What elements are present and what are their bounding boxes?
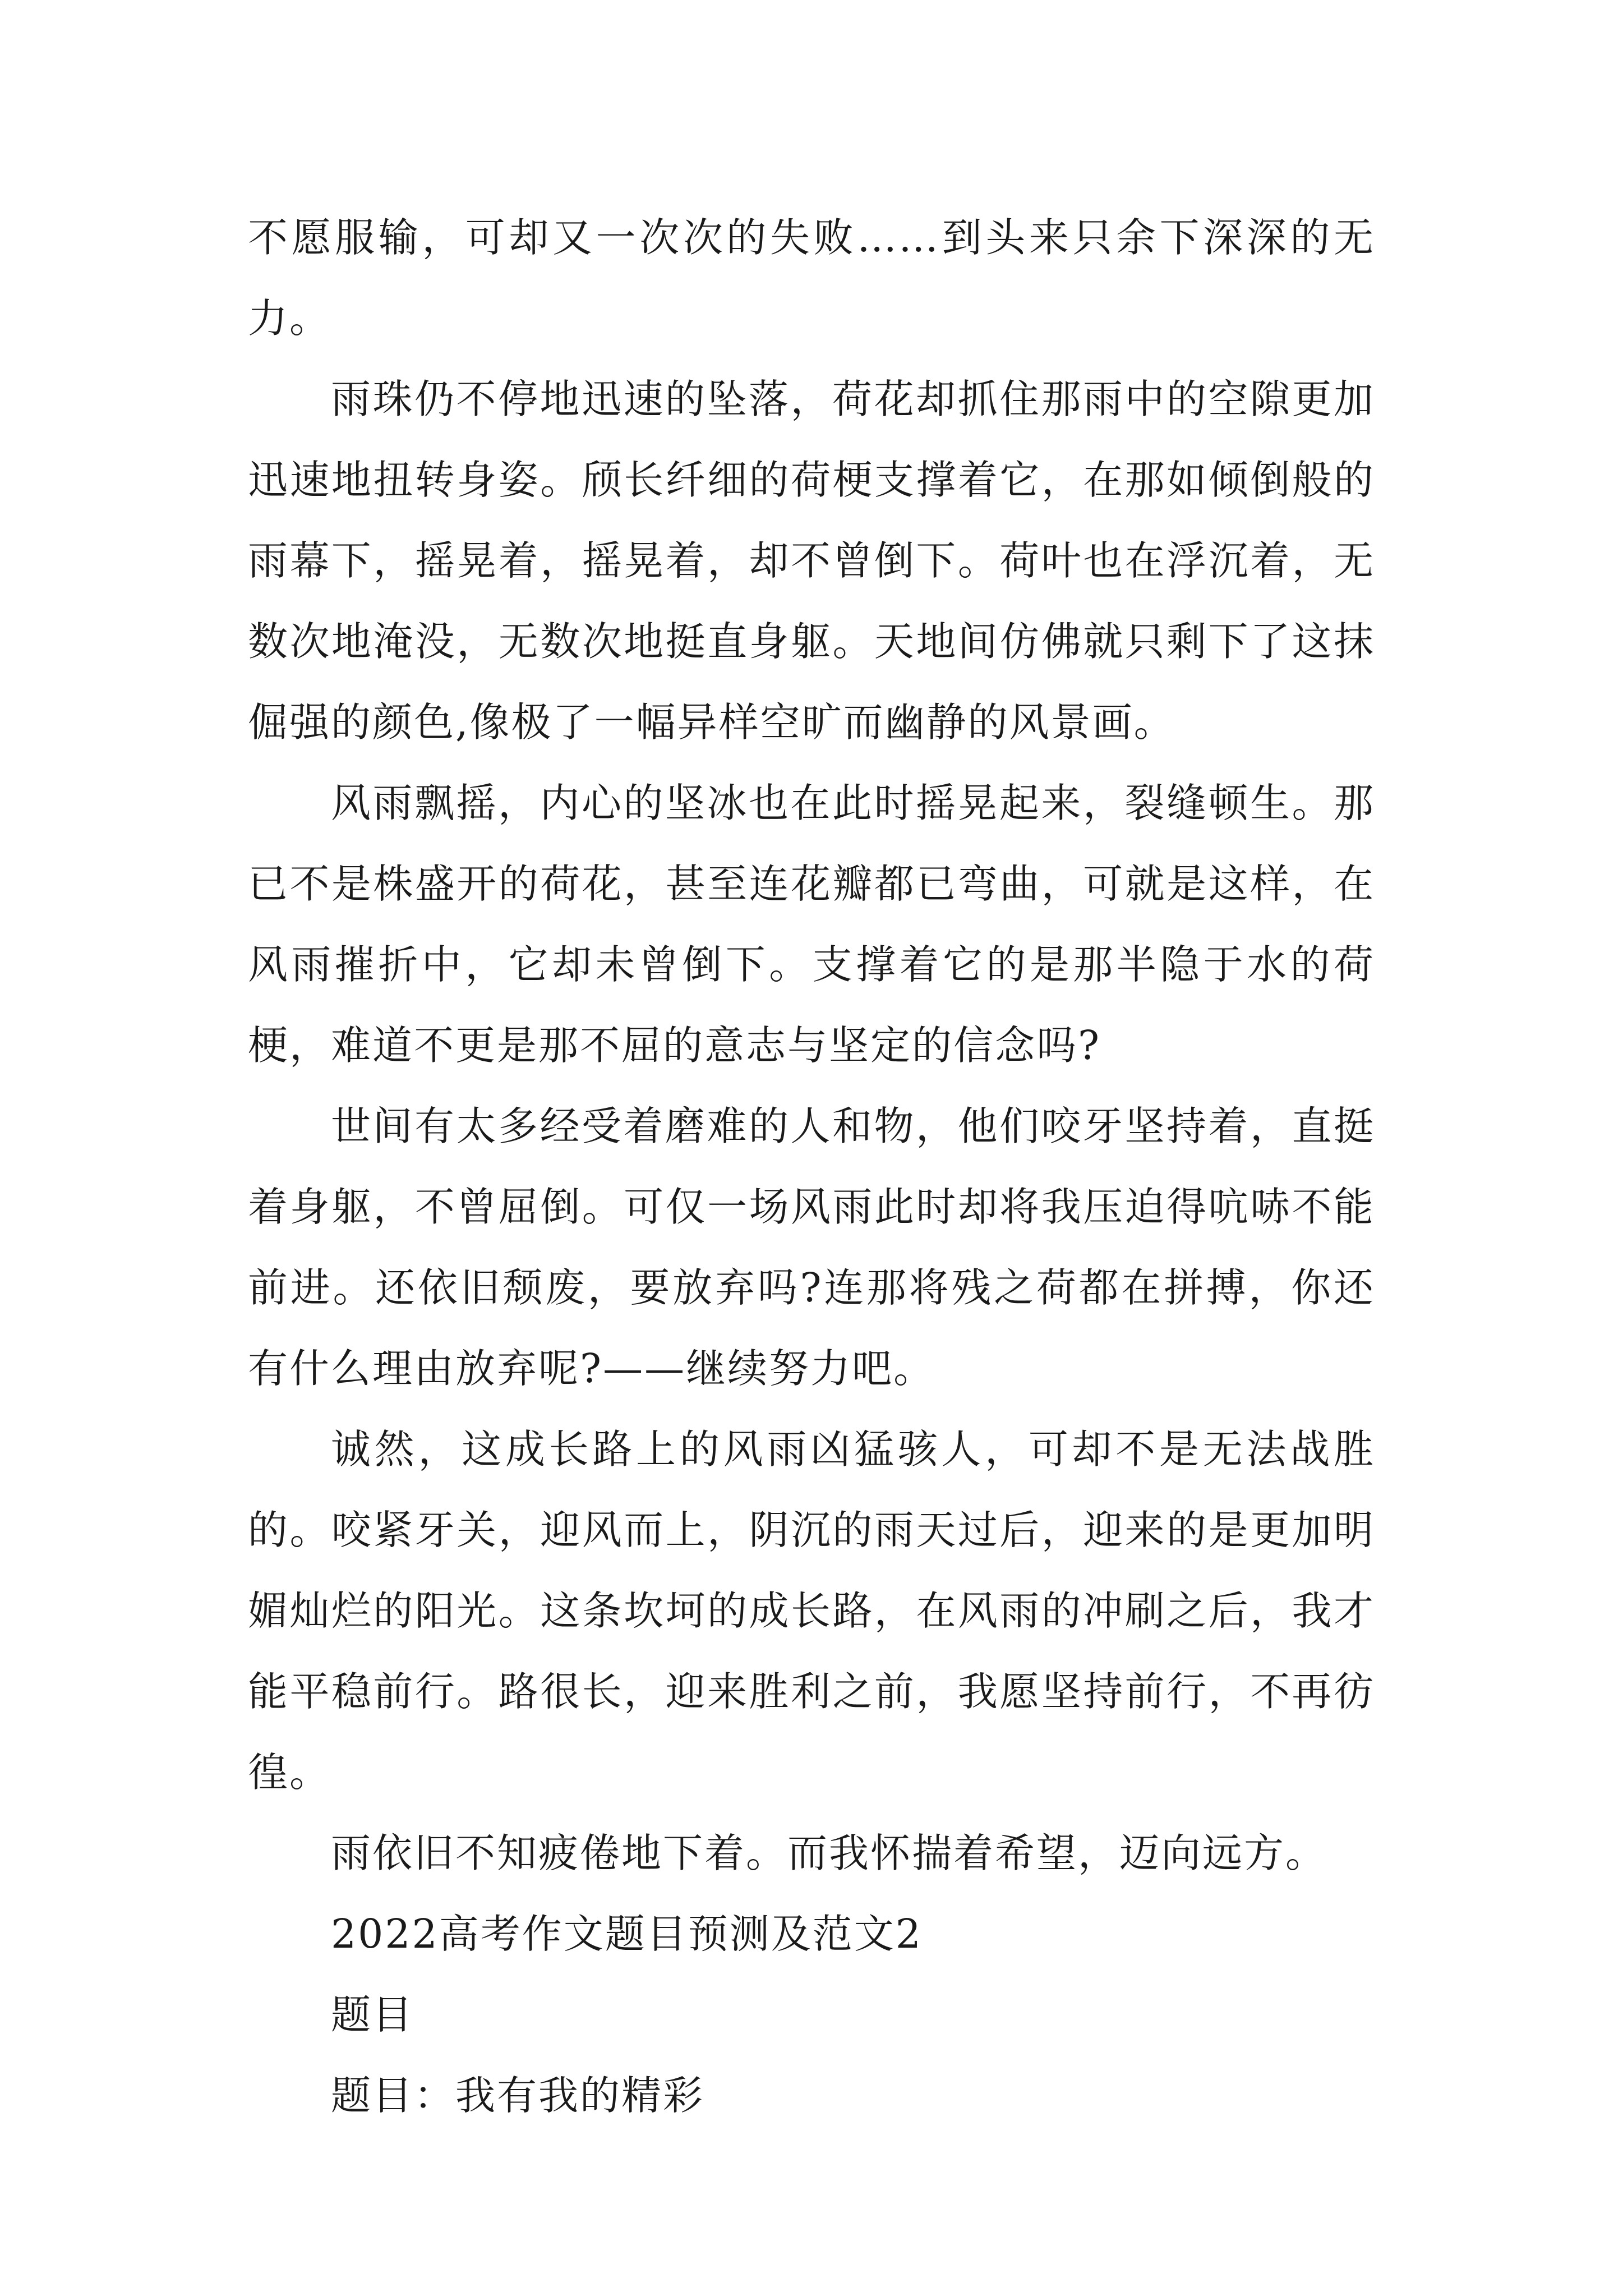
paragraph-1: 不愿服输，可却又一次次的失败……到头来只余下深深的无力。	[248, 214, 1375, 342]
paragraph-2: 雨珠仍不停地迅速的坠落，荷花却抓住那雨中的空隙更加迅速地扭转身姿。颀长纤细的荷梗支撑着它，在那如倾倒般的雨幕下，摇晃着，摇晃着，却不曾倒下。荷叶也在浮沉着，无数次地淹没，无数次地挺直身躯。天地间仿佛就只剩下了这抹倔强的颜色,像极了一幅异样空旷而幽静的风景画。	[248, 376, 1375, 746]
paragraph-6: 雨依旧不知疲倦地下着。而我怀揣着希望，迈向远方。	[331, 1830, 1327, 1876]
document-body	[248, 197, 1375, 2136]
section-heading: 2022高考作文题目预测及范文2	[331, 1911, 923, 1957]
paragraph-4: 世间有太多经受着磨难的人和物，他们咬牙坚持着，直挺着身躯，不曾屈倒。可仅一场风雨此时却将我压迫得吭哧不能前进。还依旧颓废，要放弃吗?连那将残之荷都在拼搏，你还有什么理由放弃呢?——继续努力吧。	[248, 1103, 1375, 1392]
paragraph-3: 风雨飘摇，内心的坚冰也在此时摇晃起来，裂缝顿生。那已不是株盛开的荷花，甚至连花瓣都已弯曲，可就是这样，在风雨摧折中，它却未曾倒下。支撑着它的是那半隐于水的荷梗，难道不更是那不屈的意志与坚定的信念吗?	[248, 780, 1375, 1069]
essay-topic: 题目：我有我的精彩	[331, 2072, 705, 2119]
paragraph-5: 诚然，这成长路上的风雨凶猛骇人，可却不是无法战胜的。咬紧牙关，迎风而上，阴沉的雨天过后，迎来的是更加明媚灿烂的阳光。这条坎坷的成长路，在风雨的冲刷之后，我才能平稳前行。路很长，迎来胜利之前，我愿坚持前行，不再彷徨。	[248, 1426, 1375, 1796]
subheading-title: 题目	[331, 1991, 414, 2038]
